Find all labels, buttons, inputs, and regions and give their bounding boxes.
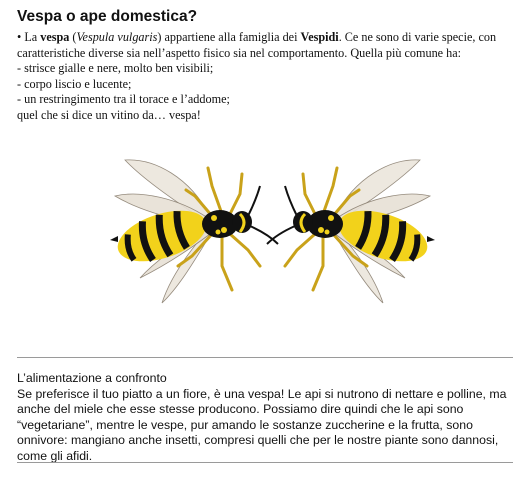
divider xyxy=(17,357,513,358)
intro-text: ) appartiene alla famiglia dei xyxy=(157,30,301,44)
section-body: Se preferisce il tuo piatto a un fiore, è una vespa! Le api si nutrono di nettare e polline, ma anche del miele che esse stesse producono. Possiamo dire quindi che le api sono “vegetariane”, mentre le vespe, pur amando le sostanze zuccherine e la frutta, sono onnivore: mangiano anche insetti, compresi quelli che per le nostre piante sono dannosi, come gli afidi. xyxy=(17,386,507,463)
wasps-illustration xyxy=(100,128,445,308)
keyword-family: Vespidi xyxy=(300,30,339,44)
section-heading: L’alimentazione a confronto xyxy=(17,371,167,385)
feeding-section xyxy=(17,371,517,465)
intro-line-1 xyxy=(17,30,522,61)
wasp-right xyxy=(267,160,435,303)
intro-closing: quel che si dice un vitino da… vespa! xyxy=(17,107,201,122)
trait-item: - strisce gialle e nere, molto ben visibili; xyxy=(17,61,214,76)
keyword-vespa: vespa xyxy=(40,30,70,44)
intro-text: . Ce ne sono di varie specie, con caratteristiche diverse sia nell’aspetto fisico sia nel comportamento. Quella più comune ha: xyxy=(17,30,497,60)
intro-text: ( xyxy=(69,30,77,44)
trait-item: - un restringimento tra il torace e l’addome; xyxy=(17,92,230,107)
page-title: Vespa o ape domestica? xyxy=(17,8,198,25)
intro-text: La xyxy=(21,30,41,44)
divider xyxy=(17,462,513,463)
species-name: Vespula vulgaris xyxy=(76,30,158,44)
bullet: • xyxy=(17,30,22,44)
intro-paragraph xyxy=(17,30,522,124)
trait-item: - corpo liscio e lucente; xyxy=(17,76,132,91)
wasp-left xyxy=(110,160,278,303)
